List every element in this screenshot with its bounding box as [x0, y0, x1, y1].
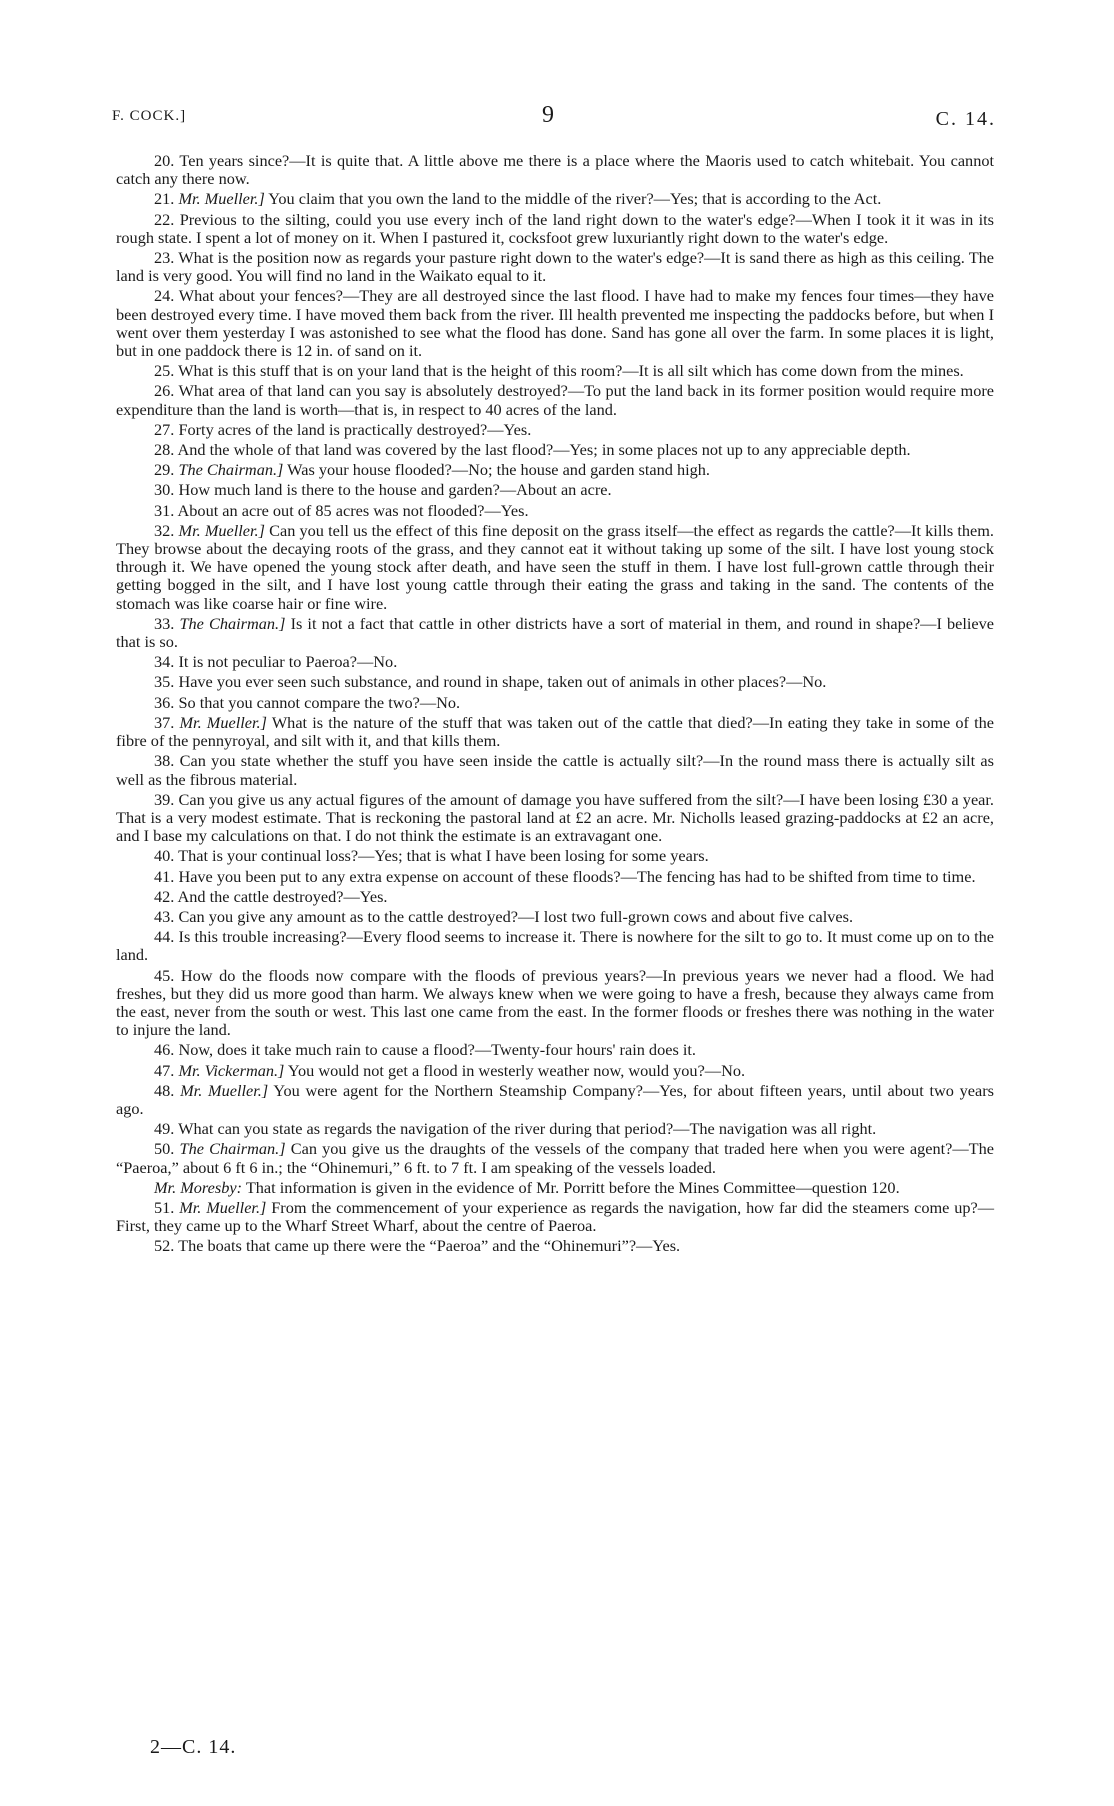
question-text: So that you cannot compare the two?—No.	[178, 692, 461, 712]
question-number: 25.	[154, 361, 175, 381]
page-signature: 2—C. 14.	[150, 1736, 237, 1758]
question-number: 37.	[154, 712, 175, 732]
question-paragraph	[116, 791, 994, 846]
question-number: 24.	[154, 286, 175, 306]
question-text: Can you give any amount as to the cattle destroyed?—I lost two full-grown cows and about five calves.	[178, 906, 854, 926]
question-paragraph	[116, 847, 994, 865]
speaker-name: The Chairman.]	[179, 1139, 286, 1159]
question-text: How much land is there to the house and garden?—About an acre.	[178, 480, 612, 500]
question-text: Now, does it take much rain to cause a flood?—Twenty-four hours' rain does it.	[178, 1040, 696, 1060]
speaker-name: Mr. Mueller.]	[178, 189, 265, 209]
question-text: Can you give us any actual figures of the amount of damage you have suffered from the silt?—I have been losing £30 a year. That is a very modest estimate. That is reckoning the pastoral land at £2 an acre. Mr. Nicholls leased grazing-paddocks at £2 an acre, and I base my calculations on that. I do not think the estimate is an extravagant one.	[116, 789, 994, 846]
question-paragraph	[116, 908, 994, 926]
question-number: 34.	[154, 652, 175, 672]
speaker-name: Mr. Mueller.]	[179, 712, 267, 732]
question-number: 43.	[154, 906, 175, 926]
question-paragraph	[116, 967, 994, 1040]
question-text: What about your fences?—They are all destroyed since the last flood. I have had to make my fences four times—they have been destroyed every time. I have moved them back from the river. Ill health prevented me inspecting the paddocks before, but when I went over them yesterday I was astonished to see what the flood has done. Sand has gone all over the farm. In some places it is light, but in one paddock there is 12 in. of sand on it.	[116, 286, 994, 361]
question-paragraph	[116, 928, 994, 964]
question-text: What is the position now as regards your pasture right down to the water's edge?—It is sand there as high as this ceiling. The land is very good. You will find no land in the Waikato equal to it.	[116, 248, 995, 286]
question-text: Is it not a fact that cattle in other districts have a sort of material in them, and round in shape?—I believe that is so.	[116, 613, 994, 652]
question-text: Can you state whether the stuff you have seen inside the cattle is actually silt?—In the round mass there is actually silt as well as the fibrous material.	[116, 751, 994, 789]
question-paragraph	[116, 888, 994, 906]
question-paragraph	[116, 190, 994, 208]
question-text: Forty acres of the land is practically destroyed?—Yes.	[178, 419, 532, 439]
question-paragraph	[116, 481, 994, 499]
question-number: 36.	[154, 692, 175, 712]
question-text: From the commencement of your experience as regards the navigation, how far did the steamers come up?—First, they came up to the Wharf Street Wharf, about the centre of Paeroa.	[116, 1197, 994, 1236]
question-text: Previous to the silting, could you use every inch of the land right down to the water's edge?—When I took it it was in its rough state. I spent a lot of money on it. When I pastured it, cocksfoot grew luxuriantly right down to the water's edge.	[116, 209, 994, 247]
question-paragraph	[116, 673, 994, 691]
question-number: 51.	[154, 1197, 175, 1217]
witness-name-header: F. COCK.]	[112, 108, 187, 124]
question-number: 46.	[154, 1040, 175, 1060]
question-number: 32.	[154, 520, 175, 540]
question-number: 26.	[154, 381, 175, 401]
question-text: Is this trouble increasing?—Every flood seems to increase it. There is nowhere for the silt to go to. It must come up on to the land.	[116, 927, 994, 965]
question-number: 35.	[154, 672, 175, 692]
speaker-name: Mr. Mueller.]	[179, 1197, 267, 1217]
question-paragraph	[116, 382, 994, 418]
question-number: 41.	[154, 866, 175, 886]
question-number: 50.	[154, 1139, 175, 1159]
question-number: 47.	[154, 1060, 175, 1080]
speaker-name: Mr. Vickerman.]	[178, 1060, 285, 1080]
question-text: That information is given in the evidence of Mr. Porritt before the Mines Committee—question 120.	[245, 1177, 900, 1197]
running-head	[112, 104, 996, 134]
question-text: Was your house flooded?—No; the house and garden stand high.	[287, 460, 710, 480]
question-number: 48.	[154, 1080, 175, 1100]
question-paragraph	[116, 868, 994, 886]
question-number: 42.	[154, 886, 175, 906]
page-number: 9	[542, 102, 554, 128]
question-number: 20.	[154, 151, 175, 170]
question-number: 29.	[154, 460, 175, 480]
question-paragraph	[116, 1140, 994, 1176]
question-text: What area of that land can you say is absolutely destroyed?—To put the land back in its former position would require more expenditure than the land is worth—that is, in respect to 40 acres of the land.	[116, 381, 994, 419]
question-text: Ten years since?—It is quite that. A little above me there is a place where the Maoris used to catch whitebait. You cannot catch any there now.	[116, 151, 994, 189]
question-paragraph	[116, 653, 994, 671]
question-paragraph	[116, 1062, 994, 1080]
question-paragraph	[116, 249, 994, 285]
question-number: 49.	[154, 1119, 175, 1139]
question-paragraph	[116, 1179, 994, 1197]
question-text: How do the floods now compare with the floods of previous years?—In previous years we never had a flood. We had freshes, but they did us more good than harm. We always knew when we were going to have a fresh, because they always came from the east, never from the south or west. This last one came from the east. In the former floods or freshes there was nothing in the water to injure the land.	[116, 965, 994, 1040]
question-paragraph	[116, 1041, 994, 1059]
question-text: The boats that came up there were the “Paeroa” and the “Ohinemuri”?—Yes.	[178, 1236, 681, 1256]
speaker-name: The Chairman.]	[179, 613, 286, 633]
question-text: About an acre out of 85 acres was not flooded?—Yes.	[177, 500, 529, 520]
question-paragraph	[116, 1120, 994, 1138]
paper-reference: C. 14.	[935, 108, 996, 130]
question-text: What can you state as regards the navigation of the river during that period?—The navigation was all right.	[178, 1119, 877, 1139]
question-text: What is this stuff that is on your land that is the height of this room?—It is all silt which has come down from the mines.	[178, 361, 964, 381]
question-text: And the whole of that land was covered by the last flood?—Yes; in some places not up to any appreciable depth.	[177, 440, 911, 460]
question-text: What is the nature of the stuff that was taken out of the cattle that died?—In eating they take in some of the fibre of the pennyroyal, and silt with it, and that kills them.	[116, 712, 995, 751]
question-number: 22.	[154, 209, 175, 229]
question-number: 31.	[154, 500, 175, 520]
question-text: You claim that you own the land to the middle of the river?—Yes; that is according to the Act.	[268, 189, 882, 209]
question-paragraph	[116, 287, 994, 360]
question-number: 40.	[154, 846, 175, 866]
question-paragraph	[116, 421, 994, 439]
question-text: And the cattle destroyed?—Yes.	[177, 886, 388, 906]
question-number: 52.	[154, 1236, 175, 1256]
question-paragraph	[116, 502, 994, 520]
speaker-name: Mr. Mueller.]	[178, 520, 265, 540]
question-number: 23.	[154, 248, 175, 268]
question-number: 39.	[154, 789, 175, 809]
question-number: 27.	[154, 419, 175, 439]
question-number: 44.	[154, 927, 175, 947]
question-text: You would not get a flood in westerly weather now, would you?—No.	[287, 1060, 746, 1080]
question-paragraph	[116, 441, 994, 459]
question-paragraph	[116, 461, 994, 479]
speaker-name: The Chairman.]	[178, 460, 284, 480]
question-text: It is not peculiar to Paeroa?—No.	[178, 652, 398, 672]
question-text: Have you been put to any extra expense on account of these floods?—The fencing has had to be shifted from time to time.	[178, 866, 976, 886]
question-number: 21.	[154, 189, 175, 209]
question-text: Can you tell us the effect of this fine deposit on the grass itself—the effect as regards the cattle?—It kills them. They browse about the decaying roots of the grass, and they cannot eat it without taking up some of the silt. I have lost young stock through it. We have opened the young stock after death, and have seen the stuff in them. I have lost full-grown cattle through their getting bogged in the silt, and I have lost young cattle through their eating the grass and taking in the sand. The contents of the stomach was like coarse hair or fine wire.	[116, 520, 994, 613]
question-paragraph	[116, 152, 994, 188]
question-number: 38.	[154, 751, 175, 771]
question-number: 30.	[154, 480, 175, 500]
question-paragraph	[116, 615, 994, 651]
question-text: Have you ever seen such substance, and round in shape, taken out of animals in other places?—No.	[178, 672, 827, 692]
question-paragraph	[116, 752, 994, 788]
question-number: 28.	[154, 440, 175, 460]
question-text: You were agent for the Northern Steamship Company?—Yes, for about fifteen years, until about two years ago.	[116, 1080, 995, 1118]
question-paragraph	[116, 1199, 994, 1235]
question-text: Can you give us the draughts of the vessels of the company that traded here when you were agent?—The “Paeroa,” about 6 ft 6 in.; the “Ohinemuri,” 6 ft. to 7 ft. I am speaking of the vessels loaded.	[116, 1139, 994, 1177]
question-paragraph	[116, 522, 994, 613]
evidence-body	[116, 152, 994, 1258]
question-paragraph	[116, 362, 994, 380]
speaker-name: Mr. Mueller.]	[180, 1080, 269, 1100]
question-text: That is your continual loss?—Yes; that is what I have been losing for some years.	[178, 846, 709, 866]
question-paragraph	[116, 211, 994, 247]
question-paragraph	[116, 694, 994, 712]
speaker-name: Mr. Moresby:	[154, 1177, 243, 1197]
question-number: 33.	[154, 613, 175, 633]
question-paragraph	[116, 1082, 994, 1118]
question-number: 45.	[154, 965, 175, 985]
question-paragraph	[116, 714, 994, 750]
question-paragraph	[116, 1237, 994, 1255]
